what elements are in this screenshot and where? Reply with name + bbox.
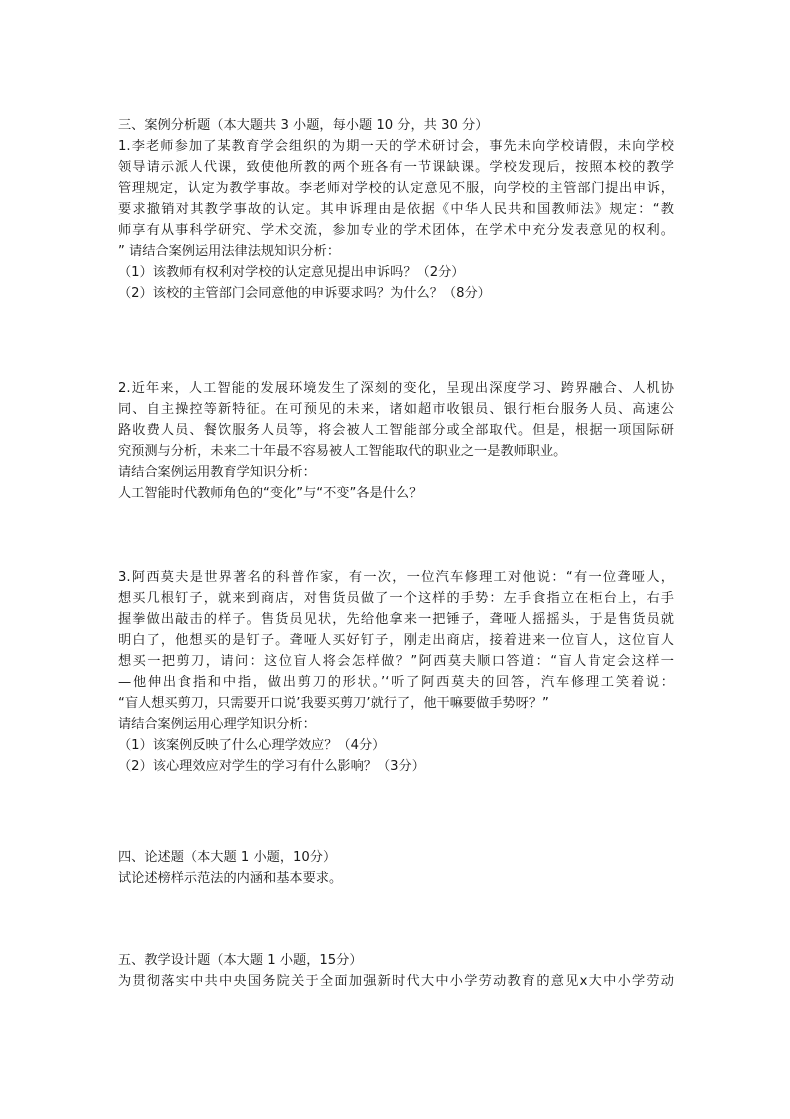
q1-line-6: ” 请结合案例运用法律法规知识分析： — [118, 244, 341, 259]
design-question-line-1: 为贯彻落实中共中央国务院关于全面加强新时代大中小学劳动教育的意见ⅹ大中小学劳动 — [118, 974, 674, 989]
q1-sub-question-1: （1）该教师有权利对学校的认定意见提出申诉吗？（2分） — [118, 265, 465, 280]
q2-line-4: 究预测与分析，未来二十年最不容易被人工智能取代的职业之一是教师职业。 — [118, 444, 567, 459]
answer-space — [118, 777, 674, 837]
q1-line-5: 师享有从事科学研究、学术交流，参加专业的学术团体，在学术中充分发表意见的权利。 — [118, 223, 674, 238]
q3-sub-question-1: （1）该案例反映了什么心理学效应？（4分） — [118, 738, 386, 753]
q2-question: 人工智能时代教师角色的“变化”与“不变”各是什么？ — [118, 486, 423, 501]
q1-line-2: 领导请示派人代课，致使他所教的两个班各有一节课缺课。学校发现后，按照本校的教学 — [118, 160, 674, 175]
q2-line-1: 2.近年来，人工智能的发展环境发生了深刻的变化，呈现出深度学习、跨界融合、人机协 — [118, 381, 674, 396]
document-content — [118, 115, 674, 992]
case-question-3 — [118, 567, 674, 777]
q2-line-2: 同、自主操控等新特征。在可预见的未来，诸如超市收银员、银行柜台服务人员、高速公 — [118, 402, 674, 417]
answer-space — [118, 504, 674, 564]
q3-line-7: “盲人想买剪刀，只需要开口说’我要买剪刀’就行了，他干嘛要做手势呀？” — [118, 696, 549, 711]
q1-sub-question-2: （2）该校的主管部门会同意他的申诉要求吗？为什么？（8分） — [118, 286, 491, 301]
q1-line-4: 要求撤销对其教学事故的认定。其申诉理由是依据《中华人民共和国教师法》规定：“教 — [118, 202, 674, 217]
answer-space — [118, 889, 674, 949]
answer-space — [118, 304, 674, 364]
essay-question: 试论述榜样示范法的内涵和基本要求。 — [118, 871, 343, 886]
q3-sub-question-2: （2）该心理效应对学生的学习有什么影响？（3分） — [118, 759, 425, 774]
q3-line-6: —他伸出食指和中指，做出剪刀的形状。’‘听了阿西莫夫的回答，汽车修理工笑着说： — [118, 675, 674, 690]
case-question-1 — [118, 136, 674, 304]
q3-line-4: 明白了，他想买的是钉子。聋哑人买好钉子，刚走出商店，接着进来一位盲人，这位盲人 — [118, 633, 674, 648]
section-3-heading: 三、案例分析题（本大题共 3 小题，每小题 10 分，共 30 分） — [118, 118, 489, 133]
case-question-2 — [118, 378, 674, 504]
q1-line-1: 1.李老师参加了某教育学会组织的为期一天的学术研讨会，事先未向学校请假，未向学校 — [118, 139, 674, 154]
q3-line-3: 握拳做出敲击的样子。售货员见状，先给他拿来一把锤子，聋哑人摇摇头，于是售货员就 — [118, 612, 674, 627]
section-5-heading: 五、教学设计题（本大题 1 小题，15分） — [118, 953, 363, 968]
q3-prompt: 请结合案例运用心理学知识分析： — [118, 717, 316, 732]
q2-prompt: 请结合案例运用教育学知识分析： — [118, 465, 316, 480]
q2-line-3: 路收费人员、餐饮服务人员等，将会被人工智能部分或全部取代。但是，根据一项国际研 — [118, 423, 674, 438]
q3-line-2: 想买几根钉子，就来到商店，对售货员做了一个这样的手势：左手食指立在柜台上，右手 — [118, 591, 674, 606]
q3-line-5: 想买一把剪刀，请问：这位盲人将会怎样做？”阿西莫夫顺口答道：“盲人肯定会这样一 — [118, 654, 674, 669]
q1-line-3: 管理规定，认定为教学事故。李老师对学校的认定意见不服，向学校的主管部门提出申诉， — [118, 181, 674, 196]
q3-line-1: 3.阿西莫夫是世界著名的科普作家，有一次，一位汽车修理工对他说：“有一位聋哑人， — [118, 570, 674, 585]
section-4-heading: 四、论述题（本大题 1 小题，10分） — [118, 850, 337, 865]
